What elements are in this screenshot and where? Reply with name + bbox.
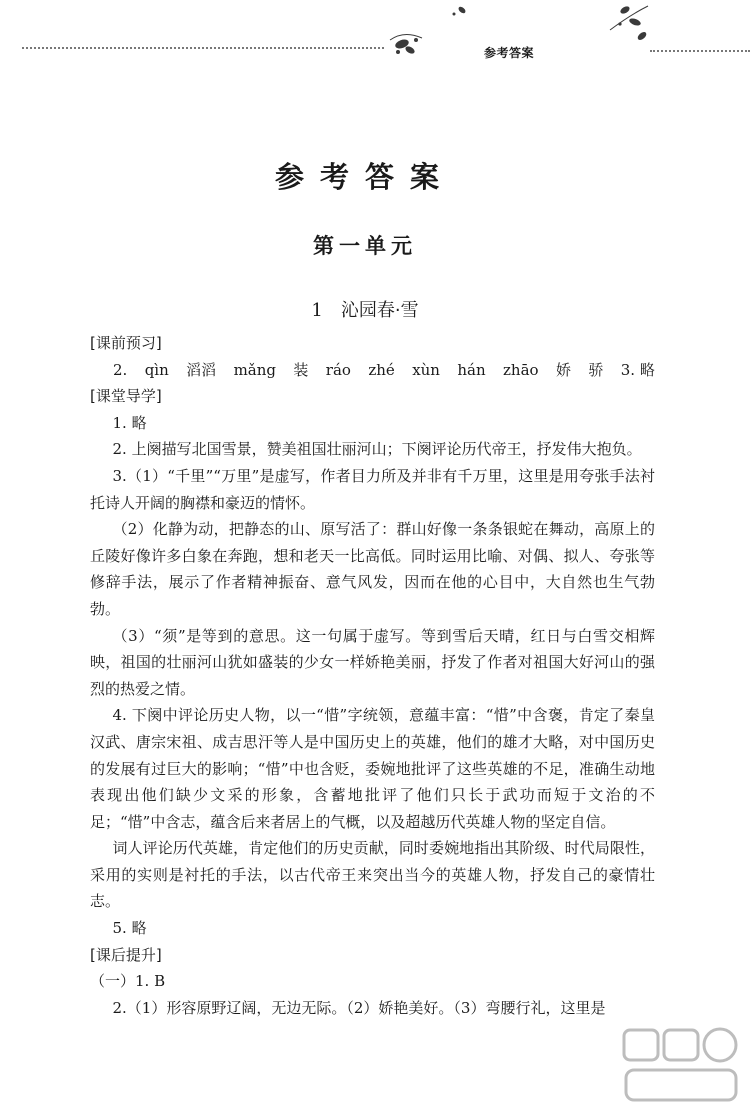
unit-title: 第一单元 [313, 234, 417, 258]
answer-paragraph: （2）化静为动，把静态的山、原写活了：群山好像一条条银蛇在舞动，高原上的丘陵好像许多白象在奔跑，想和老天一比高低。同时运用比喻、对偶、拟人、夸张等修辞手法，展示了作者精神振奋、意气风发，因而在他的心目中，大自然也生气勃勃。 [90, 520, 655, 618]
answer-paragraph: 3.（1）“千里”“万里”是虚写，作者目力所及并非有千万里，这里是用夸张手法衬托诗人开阔的胸襟和豪迈的情怀。 [90, 466, 655, 512]
preview-item: 骄 [588, 360, 604, 379]
preview-item: 娇 [555, 360, 571, 379]
preview-item: 装 [293, 360, 309, 379]
header-dotted-rule-right [650, 50, 750, 52]
preview-item: hán [457, 360, 486, 379]
answer-paragraph: 4. 下阕中评论历史人物，以一“惜”字统领，意蕴丰富：“惜”中含褒，肯定了秦皇汉武、唐宗宋祖、成吉思汗等人是中国历史上的英雄，他们的雄才大略，对中国历史的发展有过巨大的影响；“惜”中也含贬，委婉地批评了这些英雄的不足，准确生动地表现出他们缺少文采的形象，含蓄地批评了他们只长于武功而短于文治的不足；“惜”中含志，蕴含后来者居上的气概，以及超越历代英雄人物的坚定自信。 [90, 706, 655, 831]
watermark-stamp-icon [618, 1022, 743, 1107]
answer-paragraph: 词人评论历代英雄，肯定他们的历史贡献，同时委婉地指出其阶级、时代局限性，采用的实则是衬托的手法，以古代帝王来突出当今的英雄人物，抒发自己的豪情壮志。 [90, 839, 655, 911]
lesson-title [0, 296, 730, 322]
answer-paragraph: 2. 上阕描写北国雪景，赞美祖国壮丽河山；下阕评论历代帝王，抒发伟大抱负。 [112, 440, 642, 459]
answer-content [90, 330, 655, 1021]
page-header [0, 0, 750, 70]
answer-paragraph: （一）1. B [90, 972, 166, 991]
preview-item: 2. [113, 360, 128, 379]
preview-item: qìn [144, 360, 169, 379]
preview-answer-row [90, 357, 655, 384]
preview-item: mǎng [233, 360, 276, 379]
section-heading-class: [课堂导学] [90, 387, 162, 406]
preview-item: 3. 略 [620, 360, 655, 379]
preview-item: zhāo [503, 360, 539, 379]
lesson-number: 1 [311, 300, 323, 321]
answer-paragraph: 5. 略 [112, 919, 147, 938]
header-dotted-rule-left [22, 47, 384, 49]
lesson-name: 沁园春·雪 [340, 300, 419, 321]
page-title: 参考答案 [274, 160, 455, 194]
answer-paragraph: 1. 略 [112, 413, 147, 432]
running-header-title: 参考答案 [484, 46, 535, 60]
floral-decoration-icon [380, 0, 750, 70]
section-heading-after: [课后提升] [90, 945, 162, 964]
answer-paragraph: （3）“须”是等到的意思。这一句属于虚写。等到雪后天晴，红日与白雪交相辉映，祖国的壮丽河山犹如盛装的少女一样娇艳美丽，抒发了作者对祖国大好河山的强烈的热爱之情。 [90, 626, 655, 698]
section-heading-preview: [课前预习] [90, 334, 162, 352]
preview-item: ráo [325, 360, 351, 379]
preview-item: xùn [412, 360, 440, 379]
answer-paragraph: 2.（1）形容原野辽阔，无边无际。（2）娇艳美好。（3）弯腰行礼，这里是 [112, 998, 606, 1017]
preview-item: zhé [368, 360, 395, 379]
preview-item: 滔滔 [186, 360, 217, 379]
